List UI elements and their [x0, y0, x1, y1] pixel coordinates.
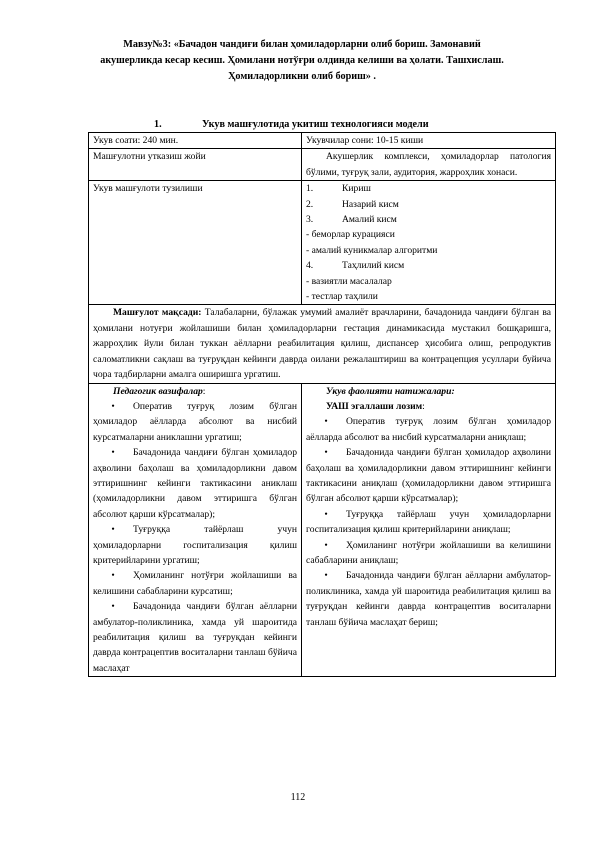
structure-item	[306, 181, 551, 196]
structure-item	[306, 197, 551, 212]
goal-text: Талабаларни, бўлажак умумий амалиёт врачларини, бачадонида чандиғи бўлган ва ҳомилани нотуғри жойлашиши билан ҳомиладорларни гестация динамикасида мустакил бошқаришга, жарроҳлик йули билан туккан аёлларни реабилитация қилиш, диспансер ҳисобига олиш, репродуктив саломатликни сақлаш ва туғруқдан кейинги даврда оилани режалаштириш ва контрацепция усуллари буйича чора тадбирларни амалга оширишга ургатиш.	[93, 307, 551, 381]
students-count-cell: Укувчилар сони: 10-15 киши	[302, 133, 556, 149]
task-item	[93, 522, 297, 568]
structure-subitem: - тестлар таҳлили	[306, 291, 378, 303]
structure-item	[306, 258, 551, 273]
table-row	[89, 181, 556, 305]
structure-item-number: 4.	[306, 260, 314, 272]
structure-item-text: Кириш	[342, 183, 371, 195]
section-number: 1.	[154, 119, 162, 130]
table-row	[89, 383, 556, 677]
outcome-text: Ҳомиланинг нотўғри жойлашиши ва келишини сабабларини аниқлаш;	[306, 539, 551, 566]
structure-item-text: Таҳлилий кисм	[342, 260, 405, 272]
bullet-icon: •	[324, 508, 328, 520]
bullet-icon: •	[111, 447, 115, 459]
task-item	[93, 399, 297, 445]
venue-value-cell: Акушерлик комплекси, ҳомиладорлар патология бўлими, туғруқ зали, аудитория, жарроҳлик хонаси.	[302, 149, 556, 181]
title-line-3: Ҳомиладорликни олиб бориш» .	[228, 71, 376, 82]
task-item	[93, 445, 297, 522]
title-line-2: акушерликда кесар кесиш. Ҳомилани нотўғри олдинда келиши ва ҳолати. Ташхислаш.	[100, 55, 504, 66]
structure-subitem: - амалий куникмалар алгоритми	[306, 244, 438, 256]
learning-outcomes-cell	[302, 383, 556, 677]
outcome-text: Бачадонида чандиғи бўлган ҳомиладор аҳволини баҳолаш ва ҳомиладорликни давом эттиришнинг кейинги тактикасини аниқлаш (ҳомиладорликни давом эттиришга бўлган абсолют қарши кўрсатмалар);	[306, 447, 551, 505]
task-item	[93, 568, 297, 599]
table-row	[89, 149, 556, 181]
structure-item-number: 2.	[306, 198, 314, 210]
bullet-icon: •	[324, 416, 328, 428]
learning-outcomes-subheader	[306, 399, 551, 414]
task-text: Бачадонида чандиғи бўлган аёлларни амбулатор-поликлиника, хамда уй шароитида реабилитация қилиш ва туғруқдан кейинги даврда контрацептив воситаларни танлаш бўйича маслаҳат	[93, 601, 297, 674]
learning-outcomes-header: Укув фаолияти натижалари:	[326, 385, 455, 397]
document-title	[52, 37, 552, 85]
outcome-item	[306, 507, 551, 538]
outcome-item	[306, 538, 551, 569]
title-line-1: Мавзу№3: «Бачадон чандиғи билан ҳомиладорларни олиб бориш. Замонавий	[123, 39, 481, 50]
pedagogical-tasks-header	[93, 384, 297, 399]
task-text: Ҳомиланинг нотўғри жойлашиши ва келишини сабабларини курсатиш;	[93, 570, 297, 597]
task-item	[93, 599, 297, 676]
structure-item-number: 1.	[306, 183, 314, 195]
section-heading	[154, 119, 429, 130]
outcome-text: Бачадонида чандиғи бўлган аёлларни амбулатор-поликлиника, хамда уй шароитида реабилитация қилиш ва туғруқдан кейинги даврда контрацептив воситаларни танлаш бўйича маслаҳат бериш;	[306, 570, 551, 628]
outcome-item	[306, 445, 551, 507]
lesson-goal-cell	[89, 305, 556, 383]
structure-item-text: Назарий кисм	[342, 198, 399, 210]
goal-label: Машғулот мақсади:	[113, 307, 202, 319]
outcome-text: Туғруққа тайёрлаш учун ҳомиладорларни госпитализация қилиш критерийларини аниқлаш;	[306, 508, 551, 536]
structure-item-text: Амалий кисм	[342, 214, 397, 226]
structure-list-cell	[302, 181, 556, 305]
section-heading-text: Укув машғулотида укитиш технологияси модели	[202, 119, 429, 130]
table-row	[89, 133, 556, 149]
structure-label-cell: Укув машғулоти тузилиши	[89, 181, 302, 305]
bullet-icon: •	[111, 400, 115, 412]
structure-item-number: 3.	[306, 214, 314, 226]
header-colon: :	[202, 385, 206, 397]
bullet-icon: •	[324, 539, 328, 551]
bullet-icon: •	[324, 447, 328, 459]
venue-label-cell: Машғулотни утказиш жойи	[89, 149, 302, 181]
header-colon: :	[422, 400, 425, 412]
structure-subitem: - беморлар курацияси	[306, 229, 395, 241]
lesson-model-table	[88, 132, 556, 677]
structure-subitem: - вазиятли масалалар	[306, 275, 392, 287]
bullet-icon: •	[111, 570, 115, 582]
pedagogical-tasks-cell	[89, 383, 302, 677]
task-text: Туғруққа тайёрлаш учун ҳомиладорларни госпитализация қилиш критерийларини ургатиш;	[93, 524, 297, 566]
bullet-icon: •	[324, 570, 328, 582]
outcome-item	[306, 568, 551, 630]
page-number: 112	[290, 792, 306, 803]
outcome-text: Оператив туғруқ лозим бўлган ҳомиладор аёлларда абсолют ва нисбий курсатмаларни аниқлаш;	[306, 416, 551, 443]
task-text: Оператив туғруқ лозим бўлган ҳомиладор аёлларда абсолют ва нисбий курсатмаларни аниклашни ургатиш;	[93, 400, 297, 443]
table-row	[89, 305, 556, 383]
outcomes-subheader-text: УАШ эгаллаши лозим	[326, 400, 423, 412]
study-hours-cell: Укув соати: 240 мин.	[89, 133, 302, 149]
task-text: Бачадонида чандиғи бўлган ҳомиладор аҳволини баҳолаш ва ҳомиладорликни давом эттиришнинг кейинги тактикасини аниклаш (ҳомиладорликни давом эттиришга бўлган абсолют қарши кўрсатмалар);	[93, 447, 297, 520]
outcome-item	[306, 414, 551, 445]
bullet-icon: •	[111, 524, 115, 536]
pedagogical-tasks-title: Педагогик вазифалар	[113, 385, 203, 397]
bullet-icon: •	[111, 601, 115, 613]
structure-item	[306, 212, 551, 227]
